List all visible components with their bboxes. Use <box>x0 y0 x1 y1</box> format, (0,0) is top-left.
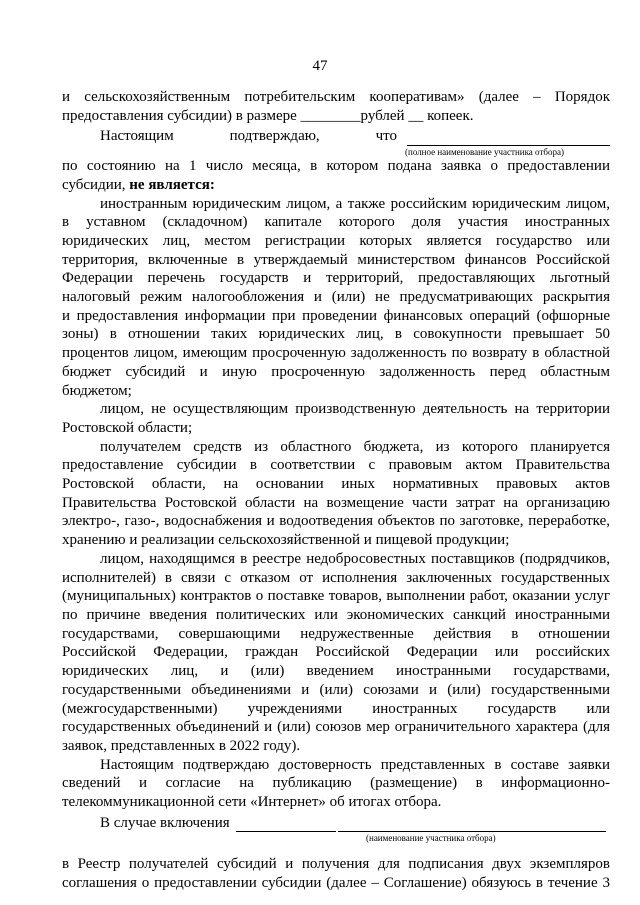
text-line: (межгосударственными) учреждениями иностранных государств или <box>62 700 610 717</box>
text-line: бюджет субсидий и иную просроченную задолженность перед областным <box>62 363 610 380</box>
text-line: Настоящим подтверждаю достоверность представленных в составе заявки <box>100 756 610 773</box>
text-line: (муниципальных) контрактов о поставке товаров, выполнении работ, оказании услуг <box>62 588 610 605</box>
text-line: получателем средств из областного бюджета, из которого планируется <box>100 438 610 455</box>
text-line: хранению и реализации сельскохозяйственной и пищевой продукции; <box>62 532 510 549</box>
confirm-row <box>62 127 610 146</box>
participant-name-field <box>407 131 610 146</box>
text-line: соглашения о предоставлении субсидии (далее – Соглашение) обязуюсь в течение 3 <box>62 875 610 892</box>
text-line: юридических лиц, и (или) введением иностранными государствами, <box>62 663 610 680</box>
text-line: Ростовской области, на основании иных нормативных правовых актов <box>62 476 610 493</box>
text-line: и предоставления информации при проведении финансовых операций (офшорные <box>62 307 610 324</box>
text-line: заявок, представленных в 2022 году). <box>62 737 301 754</box>
text-line: В случае включения <box>100 814 230 831</box>
participant-name-field <box>338 817 606 832</box>
text-line: процентов лицом, имеющим просроченную задолженность по возврату в областной <box>62 345 610 362</box>
text-line: юридических лиц, местом регистрации которых является государство или <box>62 232 610 249</box>
text-line: телекоммуникационной сети «Интернет» об итогах отбора. <box>62 794 442 811</box>
page-number: 47 <box>312 58 328 74</box>
text-line: государственных объединений и (или) союзов мер ограничительного характера (для <box>62 719 610 736</box>
text-line: электро-, газо-, водоснабжения и водоотведения объектов по заготовке, переработке, <box>62 513 610 530</box>
bold-phrase: не является: <box>129 176 215 193</box>
text-line: Федерации перечень государств и территорий, предоставляющих льготный <box>62 270 610 287</box>
text-line: Российской Федерации, граждан Российской Федерации или российских <box>62 644 610 661</box>
document-body <box>62 88 610 893</box>
text-line: государствами, совершающими недружественные действия в отношении <box>62 625 610 642</box>
text-line: в уставном (складочном) капитале которого доля участия иностранных <box>62 214 610 231</box>
text-line: бюджетом; <box>62 382 132 399</box>
text-line: по причине введения политических или экономических санкций иностранными <box>62 606 610 623</box>
text-line: исполнителей) в связи с отказом от исполнения заключенных государственных <box>62 569 610 586</box>
field-caption: (полное наименование участника отбора) <box>405 147 564 158</box>
inclusion-row <box>62 814 610 833</box>
blank-line <box>236 817 336 832</box>
text-line: сведений и согласие на публикацию (размещение) в информационно- <box>62 775 610 792</box>
text-line: государственными объединениями и (или) союзами и (или) государственными <box>62 681 610 698</box>
text-line: по состоянию на 1 число месяца, в котором подана заявка о предоставлении <box>62 158 610 175</box>
text-line: Настоящим подтверждаю, что <box>100 128 398 145</box>
text-line: предоставление субсидии в соответствии с правовым актом Правительства <box>62 457 610 474</box>
text-line: зоны) в отношении таких юридических лиц, в совокупности превышает 50 <box>62 326 610 343</box>
field-caption: (наименование участника отбора) <box>366 833 496 844</box>
text-line: Ростовской области; <box>62 419 193 436</box>
text-line: иностранным юридическим лицом, а также российским юридическим лицом, <box>100 195 610 212</box>
text-line: субсидии, не является: <box>62 176 215 193</box>
text-line: в Реестр получателей субсидий и получения для подписания двух экземпляров <box>62 856 610 873</box>
text-line: лицом, не осуществляющим производственную деятельность на территории <box>100 401 610 418</box>
text-line: и сельскохозяйственным потребительским кооперативам» (далее – Порядок <box>62 89 610 105</box>
text-line: предоставления субсидии) в размере ________рублей __ копеек. <box>62 107 474 124</box>
text-line: лицом, находящимся в реестре недобросовестных поставщиков (подрядчиков, <box>100 550 610 567</box>
text-line: Правительства Ростовской области на возмещение части затрат на организацию <box>62 494 610 511</box>
text-line: налоговый режим налогообложения и (или) не предусматривающих раскрытия <box>62 289 610 306</box>
text-line: территория, включенные в утверждаемый министерством финансов Российской <box>62 251 610 268</box>
